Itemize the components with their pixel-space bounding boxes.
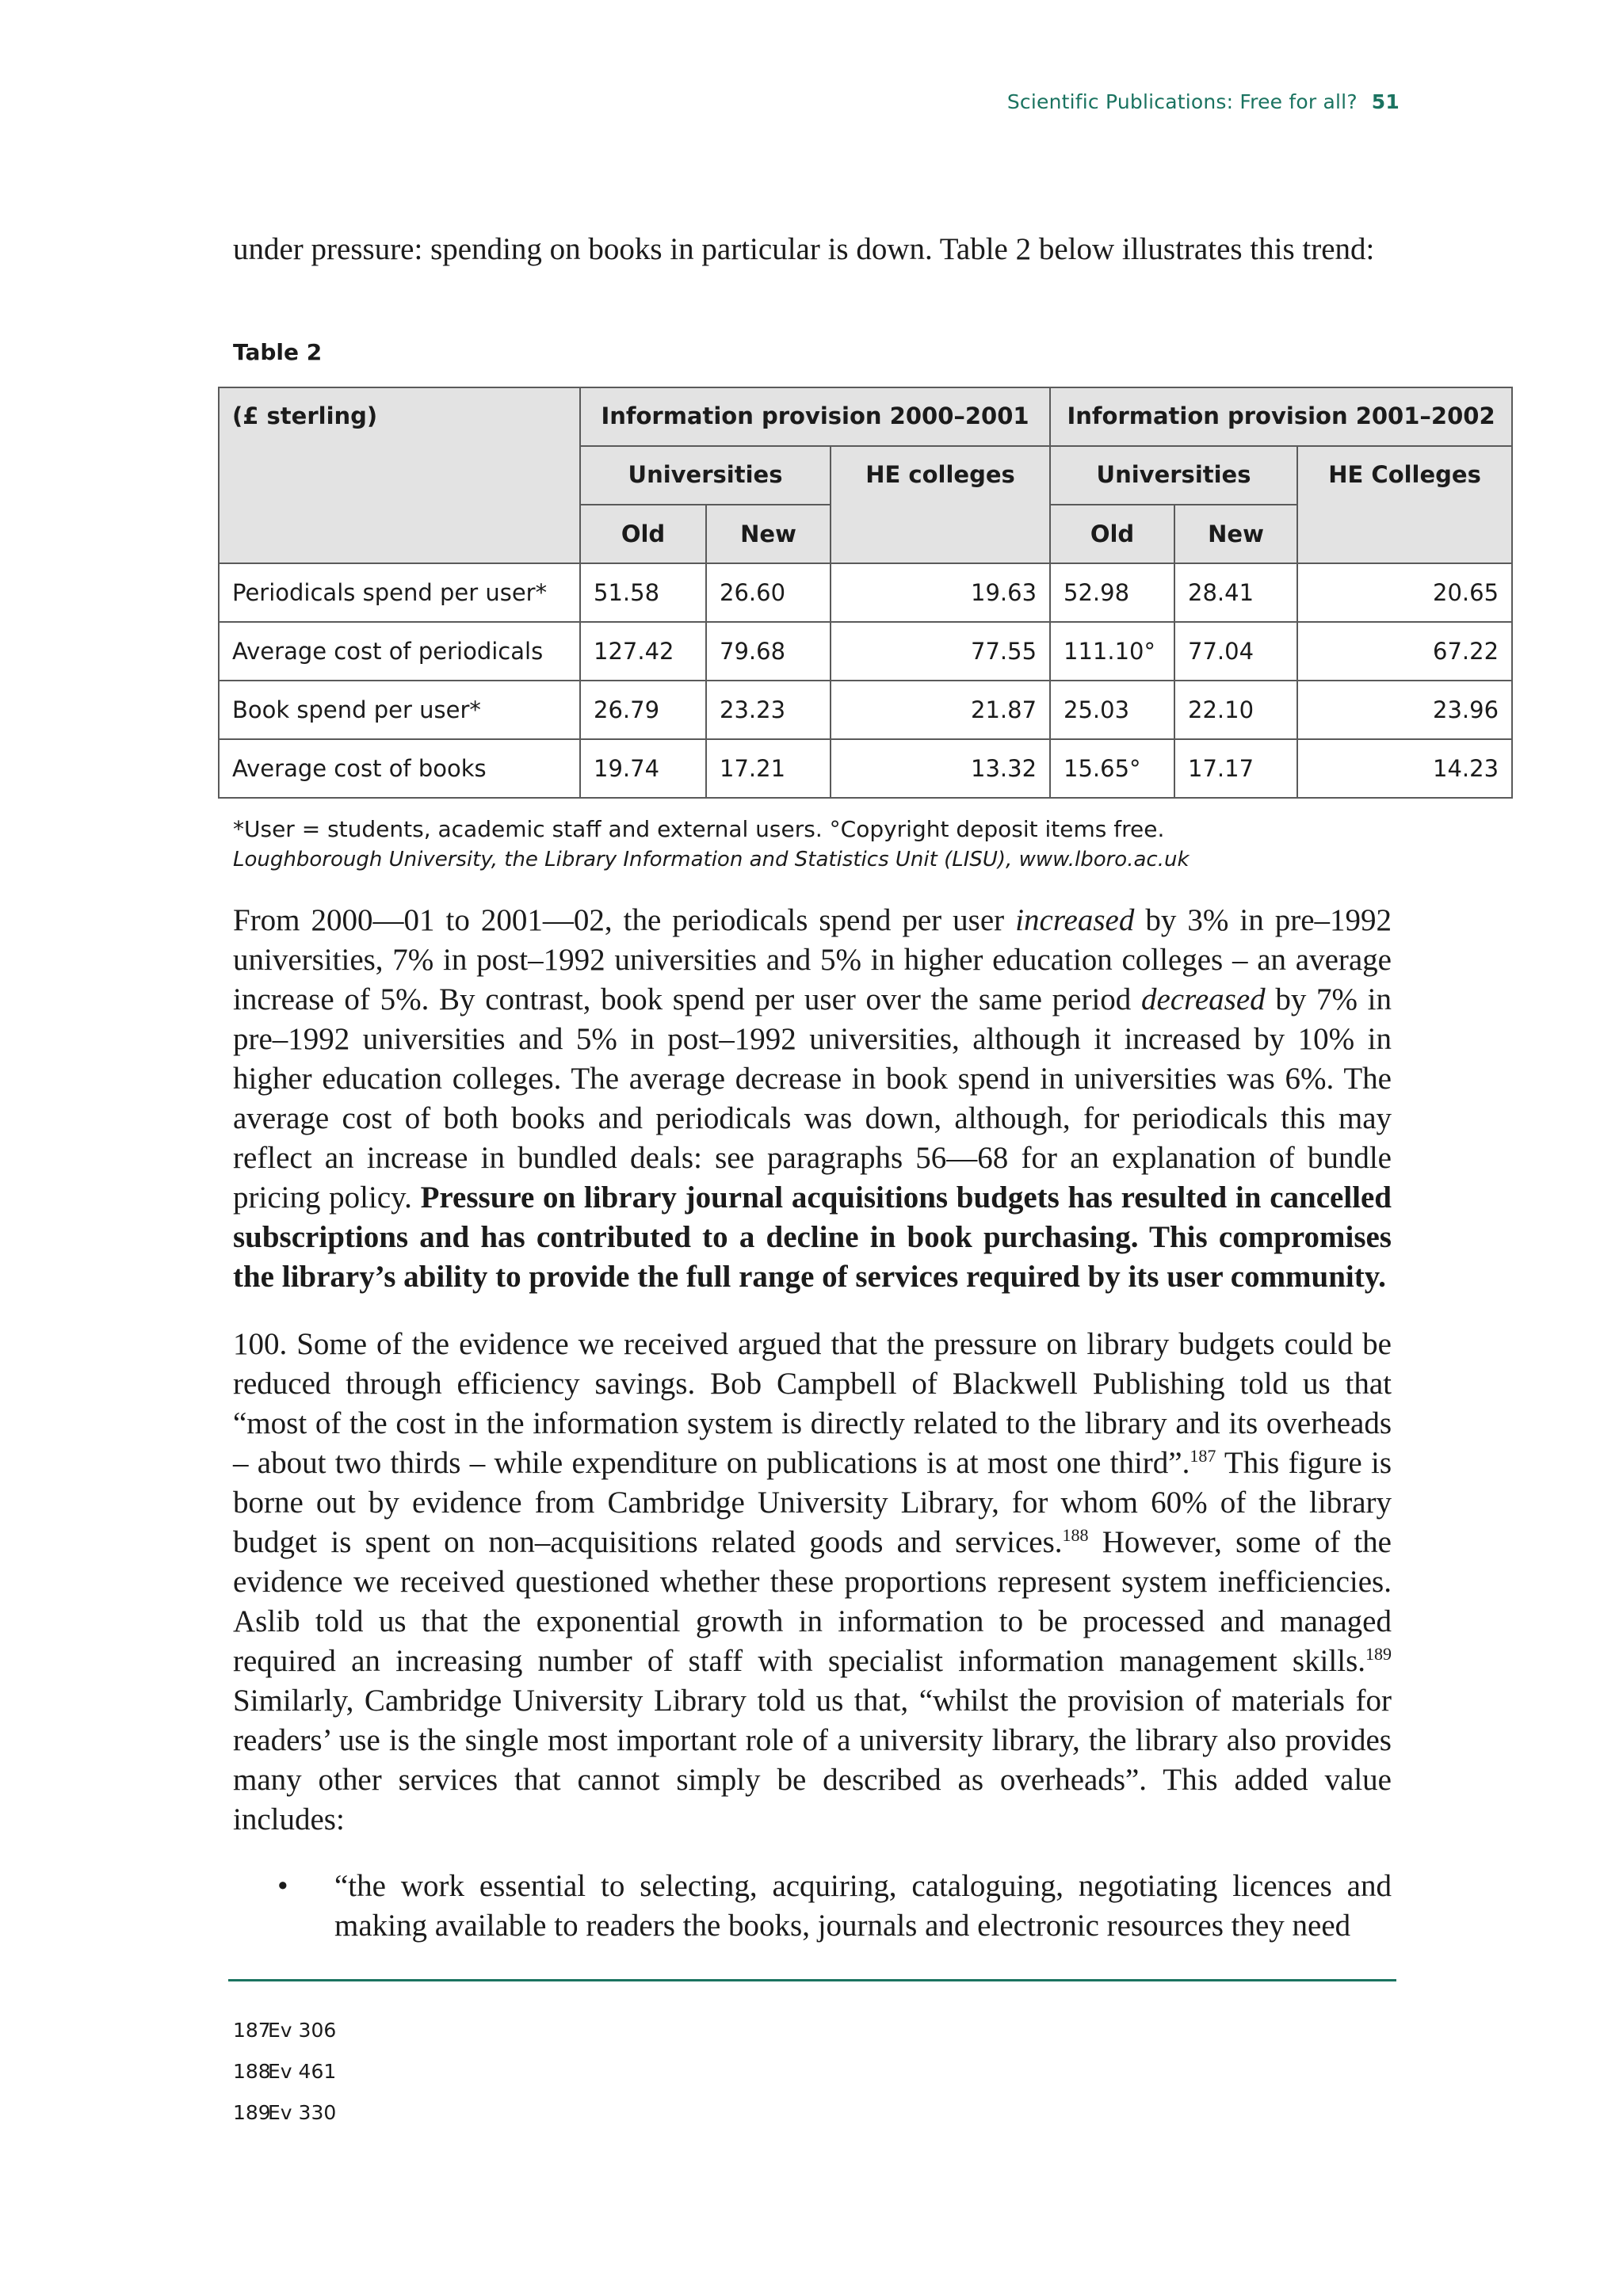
footnote-ref: Ev 461 bbox=[268, 2060, 337, 2083]
row-label: Book spend per user* bbox=[219, 681, 580, 739]
cell-value: 17.21 bbox=[706, 739, 831, 798]
running-title: Scientific Publications: Free for all? bbox=[1006, 90, 1358, 113]
header-old-1: Old bbox=[580, 505, 706, 563]
footnote-ref: Ev 330 bbox=[268, 2101, 337, 2124]
row-label: Average cost of periodicals bbox=[219, 622, 580, 681]
emphasis-increased: increased bbox=[1015, 903, 1135, 937]
cell-value: 51.58 bbox=[580, 563, 706, 622]
table-caption: Table 2 bbox=[233, 339, 323, 365]
cell-value: 13.32 bbox=[831, 739, 1050, 798]
table-row bbox=[219, 563, 1512, 622]
cell-value: 20.65 bbox=[1297, 563, 1512, 622]
data-table bbox=[218, 387, 1513, 799]
footnote-ref: Ev 306 bbox=[268, 2019, 337, 2042]
header-period-2001-2002: Information provision 2001–2002 bbox=[1050, 387, 1512, 446]
table-footnote: *User = students, academic staff and external users. °Copyright deposit items free. bbox=[233, 816, 1165, 842]
cell-value: 23.96 bbox=[1297, 681, 1512, 739]
footnote-ref-188[interactable]: 188 bbox=[1062, 1525, 1089, 1545]
cell-value: 25.03 bbox=[1050, 681, 1174, 739]
paragraph-100 bbox=[233, 1325, 1392, 1840]
footnote-ref-189[interactable]: 189 bbox=[1365, 1644, 1392, 1664]
cell-value: 23.23 bbox=[706, 681, 831, 739]
emphasis-decreased: decreased bbox=[1140, 982, 1266, 1016]
table-row bbox=[219, 622, 1512, 681]
running-header bbox=[1007, 90, 1400, 113]
header-label-sterling: (£ sterling) bbox=[219, 387, 580, 563]
header-period-2000-2001: Information provision 2000–2001 bbox=[580, 387, 1050, 446]
cell-value: 26.60 bbox=[706, 563, 831, 622]
text-run: Similarly, Cambridge University Library told us that, “whilst the provision of materials for readers’ use is the single most important role of a university library, the library also provides many other services that cannot simply be described as overheads”. This added value includes: bbox=[233, 1684, 1392, 1836]
cell-value: 77.04 bbox=[1174, 622, 1297, 681]
header-new-1: New bbox=[706, 505, 831, 563]
bullet-text: “the work essential to selecting, acquiring, cataloguing, negotiating licences and making available to readers the books, journals and electronic resources they need bbox=[334, 1869, 1392, 1943]
cell-value: 52.98 bbox=[1050, 563, 1174, 622]
header-he-colleges-1: HE colleges bbox=[831, 446, 1050, 563]
header-new-2: New bbox=[1174, 505, 1297, 563]
paragraph-periodicals-trend bbox=[233, 901, 1392, 1297]
text-run: From 2000—01 to 2001—02, the periodicals spend per user bbox=[233, 903, 1016, 937]
footnote-187 bbox=[233, 2019, 336, 2042]
bold-conclusion: Pressure on library journal acquisitions budgets has resulted in cancelled subscriptions and has contributed to a decline in book purchasing. This compromises the library’s ability to provide the full range of services required by its user community. bbox=[233, 1180, 1392, 1294]
cell-value: 127.42 bbox=[580, 622, 706, 681]
row-label: Periodicals spend per user* bbox=[219, 563, 580, 622]
header-old-2: Old bbox=[1050, 505, 1174, 563]
header-universities-2: Universities bbox=[1050, 446, 1297, 505]
intro-paragraph: under pressure: spending on books in particular is down. Table 2 below illustrates this trend: bbox=[233, 232, 1375, 266]
footnote-number: 189 bbox=[233, 2101, 271, 2124]
footnote-189 bbox=[233, 2101, 336, 2124]
cell-value: 17.17 bbox=[1174, 739, 1297, 798]
cell-value: 28.41 bbox=[1174, 563, 1297, 622]
text-run: by 3% in pre–1992 universities, 7% in post–1992 universities and 5% in higher education colleges – an average increase of 5%. By contrast, book spend per user over the same period bbox=[233, 903, 1392, 1016]
row-label: Average cost of books bbox=[219, 739, 580, 798]
table-row bbox=[219, 739, 1512, 798]
footnote-number: 188 bbox=[233, 2060, 271, 2083]
table-row bbox=[219, 681, 1512, 739]
cell-value: 111.10° bbox=[1050, 622, 1174, 681]
cell-value: 15.65° bbox=[1050, 739, 1174, 798]
text-run: However, some of the evidence we received questioned whether these proportions represent system inefficiencies. Aslib told us that the exponential growth in information to be processed and managed required an increasing number of staff with specialist information management skills. bbox=[233, 1525, 1392, 1678]
bullet-icon: • bbox=[277, 1869, 288, 1903]
text-run: This figure is borne out by evidence from Cambridge University Library, for whom 60% of the library budget is spent on non–acquisitions related goods and services. bbox=[233, 1446, 1392, 1559]
cell-value: 67.22 bbox=[1297, 622, 1512, 681]
page-number: 51 bbox=[1371, 90, 1400, 113]
bullet-item bbox=[233, 1867, 1392, 1946]
cell-value: 26.79 bbox=[580, 681, 706, 739]
footnote-ref-187[interactable]: 187 bbox=[1190, 1446, 1216, 1466]
cell-value: 79.68 bbox=[706, 622, 831, 681]
footnote-divider bbox=[228, 1979, 1396, 1981]
cell-value: 22.10 bbox=[1174, 681, 1297, 739]
cell-value: 19.74 bbox=[580, 739, 706, 798]
header-he-colleges-2: HE Colleges bbox=[1297, 446, 1512, 563]
cell-value: 21.87 bbox=[831, 681, 1050, 739]
cell-value: 77.55 bbox=[831, 622, 1050, 681]
cell-value: 14.23 bbox=[1297, 739, 1512, 798]
text-run: by 7% in pre–1992 universities and 5% in post–1992 universities, although it increased by 10% in higher education colleges. The average decrease in book spend in universities was 6%. The average cost of both books and periodicals was down, although, for periodicals this may reflect an increase in bundled deals: see paragraphs 56—68 for an explanation of bundle pricing policy. bbox=[233, 982, 1392, 1215]
cell-value: 19.63 bbox=[831, 563, 1050, 622]
text-run: 100. Some of the evidence we received argued that the pressure on library budgets could be reduced through efficiency savings. Bob Campbell of Blackwell Publishing told us that “most of the cost in the information system is directly related to the library and its overheads – about two thirds – while expenditure on publications is at most one third”. bbox=[233, 1327, 1392, 1480]
footnote-188 bbox=[233, 2060, 336, 2083]
header-universities-1: Universities bbox=[580, 446, 831, 505]
footnote-number: 187 bbox=[233, 2019, 271, 2042]
table-source: Loughborough University, the Library Information and Statistics Unit (LISU), www.lboro.ac.uk bbox=[233, 848, 1190, 871]
